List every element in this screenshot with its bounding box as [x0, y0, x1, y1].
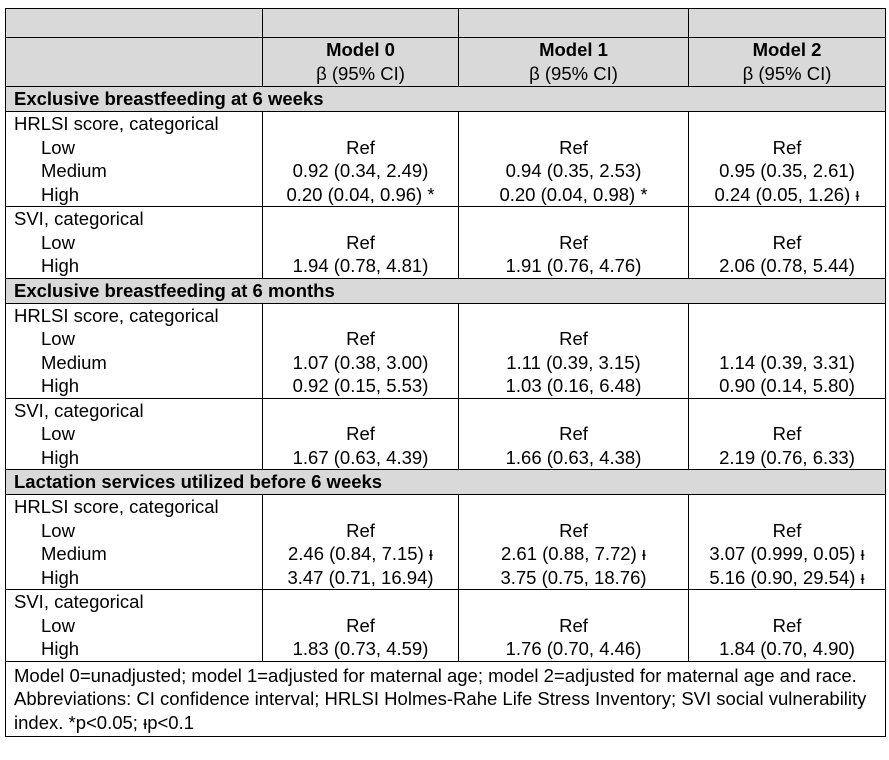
model-2-values-cell [689, 590, 886, 662]
group-label-cell [6, 207, 263, 279]
group-label: SVI, categorical [14, 208, 144, 229]
results-table [5, 8, 886, 737]
group-label-cell [6, 495, 263, 590]
model-1-values-cell [459, 495, 689, 590]
estimate-value: 1.03 (0.16, 6.48) [505, 375, 642, 396]
estimate-value: 1.84 (0.70, 4.90) [719, 638, 855, 659]
value-spacer [263, 590, 458, 614]
group-label: SVI, categorical [14, 399, 144, 421]
estimate-value: 2.61 (0.88, 7.72) ᵼ [500, 543, 646, 564]
estimate-value: Ref [559, 231, 588, 253]
row-label: Medium [41, 351, 107, 373]
model-2-values-cell [689, 303, 886, 398]
model-subtitle: β (95% CI) [529, 62, 618, 84]
estimate-value: 0.92 (0.15, 5.53) [292, 375, 429, 396]
header-blank-cell [6, 9, 263, 38]
value-spacer [459, 304, 688, 328]
value-spacer [459, 207, 688, 231]
group-label: HRLSI score, categorical [14, 113, 219, 134]
model-0-values-cell [263, 207, 459, 279]
model-subtitle: β (95% CI) [316, 62, 405, 84]
value-spacer [263, 495, 458, 519]
value-spacer [459, 112, 688, 136]
estimate-value: Ref [346, 423, 375, 444]
estimate-value: 0.20 (0.04, 0.98) * [499, 183, 648, 205]
estimate-value: 1.83 (0.73, 4.59) [292, 638, 429, 659]
group-label-cell [6, 112, 263, 207]
model-1-values-cell [459, 303, 689, 398]
estimate-value: 2.46 (0.84, 7.15) ᵼ [287, 543, 433, 564]
value-spacer [689, 112, 885, 136]
header-blank-cell [263, 9, 459, 38]
estimate-value: Ref [346, 231, 375, 253]
estimate-value: Ref [346, 136, 375, 158]
header-model-0 [263, 38, 459, 87]
row-label: Medium [41, 160, 107, 181]
model-2-values-cell [689, 207, 886, 279]
model-0-values-cell [263, 590, 459, 662]
row-label: Low [41, 423, 75, 444]
row-label: Low [41, 519, 75, 541]
value-spacer [459, 495, 688, 519]
value-spacer [689, 495, 885, 519]
group-row [6, 590, 886, 662]
estimate-value: 0.94 (0.35, 2.53) [505, 160, 642, 181]
row-label: Low [41, 328, 75, 349]
estimate-value: 1.07 (0.38, 3.00) [292, 351, 429, 373]
value-spacer [263, 207, 458, 231]
estimate-value: 2.06 (0.78, 5.44) [719, 255, 855, 276]
value-spacer [459, 590, 688, 614]
estimate-value: 0.90 (0.14, 5.80) [719, 375, 855, 396]
model-0-values-cell [263, 398, 459, 470]
group-row [6, 303, 886, 398]
model-1-values-cell [459, 112, 689, 207]
group-row [6, 398, 886, 470]
row-label: Low [41, 614, 75, 636]
estimate-value: Ref [346, 614, 375, 636]
row-label: High [41, 183, 80, 205]
estimate-value: 1.11 (0.39, 3.15) [506, 351, 641, 373]
estimate-value: Ref [559, 423, 588, 444]
model-2-values-cell [689, 112, 886, 207]
model-name: Model 0 [326, 39, 395, 60]
footnote: Model 0=unadjusted; model 1=adjusted for maternal age; model 2=adjusted for maternal age and race. Abbreviations: CI confidence interval; HRLSI Holmes-Rahe Life Stress Inventory; SVI social vulnerability index. *p<0.05; ᵼp<0.1 [6, 661, 886, 737]
group-label-cell [6, 398, 263, 470]
group-row [6, 207, 886, 279]
value-spacer [263, 112, 458, 136]
estimate-value: Ref [559, 614, 588, 636]
estimate-value: 0.24 (0.05, 1.26) ᵼ [714, 183, 860, 205]
model-1-values-cell [459, 398, 689, 470]
estimate-value: Ref [772, 614, 802, 636]
model-0-values-cell [263, 303, 459, 398]
group-label-cell [6, 590, 263, 662]
section-header-row [6, 87, 886, 112]
group-row [6, 495, 886, 590]
estimate-value: Ref [559, 136, 588, 158]
header-corner [6, 38, 263, 87]
group-label: HRLSI score, categorical [14, 496, 219, 517]
footnote-row [6, 661, 886, 737]
model-name: Model 1 [539, 39, 608, 60]
row-label: Low [41, 231, 75, 253]
row-label: High [41, 566, 80, 588]
estimate-value: 5.16 (0.90, 29.54) ᵼ [709, 566, 865, 588]
section-title: Exclusive breastfeeding at 6 weeks [6, 87, 886, 112]
row-label: High [41, 446, 80, 468]
header-row [6, 38, 886, 87]
value-spacer [263, 399, 458, 423]
section-title: Lactation services utilized before 6 weeks [6, 470, 886, 495]
group-label-cell [6, 303, 263, 398]
estimate-value: 1.94 (0.78, 4.81) [292, 255, 429, 276]
row-label: Medium [41, 543, 107, 564]
estimate-value: 3.07 (0.999, 0.05) ᵼ [709, 543, 865, 564]
header-blank-cell [689, 9, 886, 38]
header-model-1 [459, 38, 689, 87]
estimate-value: 1.14 (0.39, 3.31) [719, 351, 855, 373]
row-label: High [41, 638, 80, 659]
estimate-value: 0.95 (0.35, 2.61) [719, 160, 855, 181]
estimate-value: 1.67 (0.63, 4.39) [292, 446, 429, 468]
section-header-row [6, 470, 886, 495]
value-spacer [689, 399, 885, 423]
estimate-value: Ref [772, 423, 802, 444]
estimate-value: 1.91 (0.76, 4.76) [505, 255, 642, 276]
model-2-values-cell [689, 398, 886, 470]
group-row [6, 112, 886, 207]
value-spacer [689, 304, 885, 328]
group-label: SVI, categorical [14, 591, 144, 612]
estimate-value: Ref [559, 519, 588, 541]
model-1-values-cell [459, 590, 689, 662]
section-header-row [6, 278, 886, 303]
value-spacer [689, 207, 885, 231]
row-label: High [41, 375, 80, 396]
model-subtitle: β (95% CI) [742, 62, 832, 84]
estimate-value: 1.76 (0.70, 4.46) [505, 638, 642, 659]
row-label: Low [41, 136, 75, 158]
estimate-value: 0.92 (0.34, 2.49) [292, 160, 429, 181]
group-label: HRLSI score, categorical [14, 304, 219, 326]
model-2-values-cell [689, 495, 886, 590]
header-blank-row [6, 9, 886, 38]
estimate-value: Ref [559, 328, 588, 349]
row-label: High [41, 255, 80, 276]
header-model-2 [689, 38, 886, 87]
value-spacer [459, 399, 688, 423]
estimate-value: Ref [772, 231, 802, 253]
model-0-values-cell [263, 495, 459, 590]
value-spacer [689, 590, 885, 614]
estimate-value: Ref [346, 519, 375, 541]
estimate-value: 3.75 (0.75, 18.76) [500, 566, 647, 588]
estimate-value: 0.20 (0.04, 0.96) * [286, 183, 435, 205]
estimate-value [689, 327, 885, 351]
model-1-values-cell [459, 207, 689, 279]
estimate-value: Ref [346, 328, 375, 349]
estimate-value: 3.47 (0.71, 16.94) [287, 566, 434, 588]
estimate-value: 2.19 (0.76, 6.33) [719, 446, 855, 468]
model-name: Model 2 [752, 39, 822, 60]
estimate-value: Ref [772, 519, 802, 541]
section-title: Exclusive breastfeeding at 6 months [6, 278, 886, 303]
header-blank-cell [459, 9, 689, 38]
value-spacer [263, 304, 458, 328]
estimate-value: 1.66 (0.63, 4.38) [505, 446, 642, 468]
estimate-value: Ref [772, 136, 802, 158]
model-0-values-cell [263, 112, 459, 207]
